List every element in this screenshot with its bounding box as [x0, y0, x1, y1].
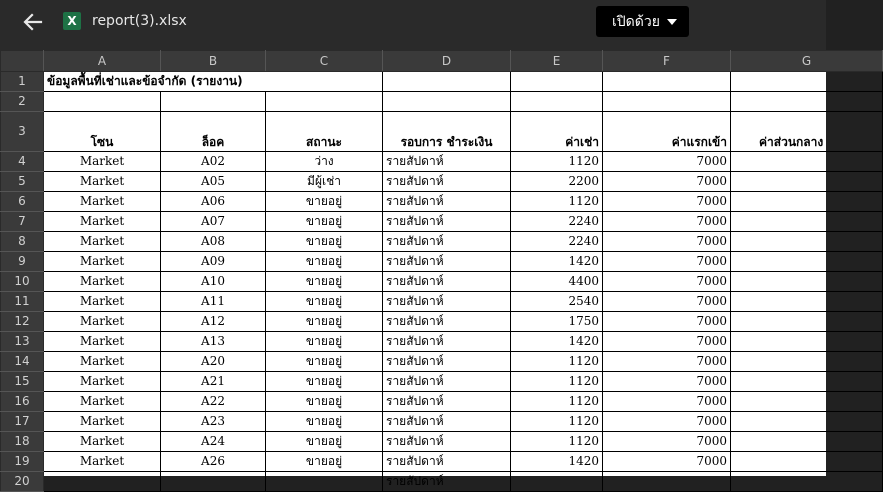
cell-payment-cycle[interactable]: รายสัปดาห์ — [383, 352, 511, 372]
cell-share[interactable] — [731, 432, 883, 452]
cell-share[interactable] — [731, 252, 883, 272]
table-row — [1, 92, 883, 112]
table-row — [1, 372, 883, 392]
cell-rent[interactable]: 1120 — [511, 152, 603, 172]
cell-payment-cycle[interactable]: รายสัปดาห์ — [383, 432, 511, 452]
cell[interactable] — [603, 92, 731, 112]
cell-zone[interactable]: Market — [44, 372, 161, 392]
cell-share[interactable] — [731, 372, 883, 392]
column-header[interactable]: G — [731, 51, 883, 72]
table-row — [1, 392, 883, 412]
cell-zone[interactable]: Market — [44, 412, 161, 432]
cell-share[interactable] — [731, 392, 883, 412]
cell-lock[interactable]: A23 — [161, 412, 266, 432]
cell-rent[interactable]: 1120 — [511, 412, 603, 432]
cell-payment-cycle[interactable]: รายสัปดาห์ — [383, 172, 511, 192]
cell-status[interactable]: ขายอยู่ — [266, 292, 383, 312]
table-row — [1, 412, 883, 432]
cell-entry-fee[interactable]: 7000 — [603, 452, 731, 472]
cell[interactable] — [383, 92, 511, 112]
cell-status[interactable]: ขายอยู่ — [266, 352, 383, 372]
header-zone[interactable]: โซน — [44, 112, 161, 152]
cell-share[interactable] — [731, 452, 883, 472]
header-entry-fee[interactable]: ค่าแรกเข้า — [603, 112, 731, 152]
cell-rent[interactable]: 1120 — [511, 372, 603, 392]
row-header[interactable]: 10 — [1, 272, 44, 292]
cell-payment-cycle[interactable]: รายสัปดาห์ — [383, 372, 511, 392]
cell-lock[interactable]: A26 — [161, 452, 266, 472]
cell[interactable] — [383, 72, 511, 92]
cell-rent[interactable]: 1120 — [511, 432, 603, 452]
cell[interactable] — [266, 92, 383, 112]
cell-lock[interactable]: A08 — [161, 232, 266, 252]
cell-rent[interactable]: 2240 — [511, 212, 603, 232]
row-header[interactable]: 17 — [1, 412, 44, 432]
cell-status[interactable]: ขายอยู่ — [266, 452, 383, 472]
cell-status[interactable]: ขายอยู่ — [266, 412, 383, 432]
cell-lock[interactable]: A12 — [161, 312, 266, 332]
table-row — [1, 432, 883, 452]
cell-zone[interactable]: Market — [44, 292, 161, 312]
cell-share[interactable] — [731, 412, 883, 432]
table-row — [1, 292, 883, 312]
cell-status[interactable]: ขายอยู่ — [266, 232, 383, 252]
table-row — [1, 192, 883, 212]
cell-status[interactable]: ขายอยู่ — [266, 332, 383, 352]
row-header[interactable]: 13 — [1, 332, 44, 352]
cell-status[interactable] — [266, 472, 383, 492]
cell-rent[interactable]: 1120 — [511, 352, 603, 372]
cell-rent[interactable]: 1120 — [511, 392, 603, 412]
cell-zone[interactable]: Market — [44, 392, 161, 412]
column-header[interactable]: D — [383, 51, 511, 72]
cell-entry-fee[interactable] — [603, 472, 731, 492]
cell-status[interactable]: ขายอยู่ — [266, 392, 383, 412]
cell-status[interactable]: ขายอยู่ — [266, 212, 383, 232]
cell-rent[interactable]: 4400 — [511, 272, 603, 292]
cell-status[interactable]: ขายอยู่ — [266, 272, 383, 292]
cell-entry-fee[interactable]: 7000 — [603, 252, 731, 272]
cell-lock[interactable]: A24 — [161, 432, 266, 452]
row-header[interactable]: 15 — [1, 372, 44, 392]
table-row — [1, 352, 883, 372]
cell[interactable] — [44, 92, 161, 112]
table-row — [1, 172, 883, 192]
cell-zone[interactable]: Market — [44, 332, 161, 352]
row-header[interactable]: 16 — [1, 392, 44, 412]
open-with-button[interactable] — [596, 6, 689, 37]
cell-payment-cycle[interactable]: รายสัปดาห์ — [383, 252, 511, 272]
cell-zone[interactable]: Market — [44, 252, 161, 272]
cell-share[interactable] — [731, 272, 883, 292]
cell-share[interactable] — [731, 292, 883, 312]
cell-share[interactable] — [731, 472, 883, 492]
cell[interactable] — [603, 72, 731, 92]
column-header[interactable]: F — [603, 51, 731, 72]
cell-payment-cycle[interactable]: รายสัปดาห์ — [383, 332, 511, 352]
cell-rent[interactable]: 2240 — [511, 232, 603, 252]
cell-lock[interactable]: A10 — [161, 272, 266, 292]
cell-status[interactable]: ขายอยู่ — [266, 432, 383, 452]
column-header-row — [1, 51, 883, 72]
cell-zone[interactable]: Market — [44, 432, 161, 452]
cell-share[interactable] — [731, 332, 883, 352]
cell-payment-cycle[interactable]: รายสัปดาห์ — [383, 232, 511, 252]
cell-share[interactable] — [731, 192, 883, 212]
cell-share[interactable] — [731, 352, 883, 372]
row-header[interactable]: 8 — [1, 232, 44, 252]
cell[interactable] — [731, 92, 883, 112]
cell-rent[interactable]: 1750 — [511, 312, 603, 332]
cell-zone[interactable]: Market — [44, 212, 161, 232]
table-row — [1, 452, 883, 472]
cell-status[interactable]: ว่าง — [266, 152, 383, 172]
cell-payment-cycle[interactable]: รายสัปดาห์ — [383, 412, 511, 432]
file-name: report(3).xlsx — [92, 13, 187, 29]
cell-rent[interactable]: 1420 — [511, 252, 603, 272]
cell-payment-cycle[interactable]: รายสัปดาห์ — [383, 272, 511, 292]
cell-rent[interactable] — [511, 472, 603, 492]
cell[interactable] — [161, 92, 266, 112]
cell-payment-cycle[interactable]: รายสัปดาห์ — [383, 312, 511, 332]
cell-entry-fee[interactable]: 7000 — [603, 152, 731, 172]
open-with-label: เปิดด้วย — [612, 13, 660, 30]
cell-zone[interactable]: Market — [44, 232, 161, 252]
cell-payment-cycle[interactable]: รายสัปดาห์ — [383, 192, 511, 212]
cell-entry-fee[interactable]: 7000 — [603, 212, 731, 232]
table-row — [1, 72, 883, 92]
cell-share[interactable] — [731, 312, 883, 332]
header-status[interactable]: สถานะ — [266, 112, 383, 152]
cell-lock[interactable]: A11 — [161, 292, 266, 312]
cell[interactable] — [511, 92, 603, 112]
cell-zone[interactable]: Market — [44, 192, 161, 212]
row-header[interactable]: 19 — [1, 452, 44, 472]
cell-entry-fee[interactable]: 7000 — [603, 372, 731, 392]
cell-share[interactable] — [731, 212, 883, 232]
column-header[interactable]: E — [511, 51, 603, 72]
header-share[interactable]: ค่าส่วนกลาง — [731, 112, 883, 152]
table-row — [1, 212, 883, 232]
cell-entry-fee[interactable]: 7000 — [603, 392, 731, 412]
cell-entry-fee[interactable]: 7000 — [603, 192, 731, 212]
cell-status[interactable]: ขายอยู่ — [266, 312, 383, 332]
cell-status[interactable]: ขายอยู่ — [266, 372, 383, 392]
cell-entry-fee[interactable]: 7000 — [603, 292, 731, 312]
cell-zone[interactable]: Market — [44, 312, 161, 332]
cell-lock[interactable]: A09 — [161, 252, 266, 272]
cell-lock[interactable]: A22 — [161, 392, 266, 412]
table-row — [1, 472, 883, 492]
cell-rent[interactable]: 1420 — [511, 332, 603, 352]
table-row — [1, 152, 883, 172]
cell-share[interactable] — [731, 172, 883, 192]
cell-payment-cycle[interactable]: รายสัปดาห์ — [383, 152, 511, 172]
header-payment-cycle[interactable]: รอบการ ชำระเงิน — [383, 112, 511, 152]
select-all-corner[interactable] — [1, 51, 44, 72]
row-header[interactable]: 12 — [1, 312, 44, 332]
cell-zone[interactable]: Market — [44, 352, 161, 372]
cell-rent[interactable]: 2200 — [511, 172, 603, 192]
cell-entry-fee[interactable]: 7000 — [603, 332, 731, 352]
table-row — [1, 332, 883, 352]
row-header[interactable]: 6 — [1, 192, 44, 212]
arrow-left-icon[interactable] — [20, 9, 46, 35]
cell-entry-fee[interactable]: 7000 — [603, 412, 731, 432]
column-header[interactable]: A — [44, 51, 161, 72]
cell-share[interactable] — [731, 152, 883, 172]
cell-entry-fee[interactable]: 7000 — [603, 312, 731, 332]
cell-entry-fee[interactable]: 7000 — [603, 272, 731, 292]
row-header[interactable]: 1 — [1, 72, 44, 92]
row-header[interactable]: 7 — [1, 212, 44, 232]
header-row — [1, 112, 883, 152]
cell-payment-cycle[interactable]: รายสัปดาห์ — [383, 392, 511, 412]
cell-payment-cycle[interactable]: รายสัปดาห์ — [383, 292, 511, 312]
cell-rent[interactable]: 1120 — [511, 192, 603, 212]
header-lock[interactable]: ล็อค — [161, 112, 266, 152]
row-header[interactable]: 14 — [1, 352, 44, 372]
row-header[interactable]: 2 — [1, 92, 44, 112]
table-row — [1, 272, 883, 292]
cell-lock[interactable] — [161, 472, 266, 492]
cell-payment-cycle[interactable]: รายสัปดาห์ — [383, 452, 511, 472]
row-header[interactable]: 9 — [1, 252, 44, 272]
table-row — [1, 232, 883, 252]
caret-down-icon[interactable] — [667, 19, 677, 25]
cell-status[interactable]: ขายอยู่ — [266, 252, 383, 272]
cell-lock[interactable]: A21 — [161, 372, 266, 392]
cell-lock[interactable]: A07 — [161, 212, 266, 232]
cell-status[interactable]: ขายอยู่ — [266, 192, 383, 212]
row-header[interactable]: 5 — [1, 172, 44, 192]
cell-lock[interactable]: A13 — [161, 332, 266, 352]
cell[interactable] — [731, 72, 883, 92]
cell-entry-fee[interactable]: 7000 — [603, 352, 731, 372]
cell-lock[interactable]: A05 — [161, 172, 266, 192]
sheet-title-cell[interactable]: ข้อมูลพื้นที่เช่าและข้อจำกัด (รายงาน) — [44, 72, 383, 92]
excel-icon: X — [63, 12, 81, 30]
cell-entry-fee[interactable]: 7000 — [603, 432, 731, 452]
cell-lock[interactable]: A20 — [161, 352, 266, 372]
cell-rent[interactable]: 2540 — [511, 292, 603, 312]
header-rent[interactable]: ค่าเช่า — [511, 112, 603, 152]
cell-zone[interactable]: Market — [44, 452, 161, 472]
cell[interactable] — [511, 72, 603, 92]
row-header[interactable]: 4 — [1, 152, 44, 172]
cell-zone[interactable]: Market — [44, 152, 161, 172]
table-row — [1, 312, 883, 332]
cell-rent[interactable]: 1420 — [511, 452, 603, 472]
column-header[interactable]: C — [266, 51, 383, 72]
cell-share[interactable] — [731, 232, 883, 252]
cell-zone[interactable]: Market — [44, 172, 161, 192]
row-header[interactable]: 18 — [1, 432, 44, 452]
top-bar — [0, 0, 826, 50]
cell-lock[interactable]: A06 — [161, 192, 266, 212]
row-header[interactable]: 11 — [1, 292, 44, 312]
column-header[interactable]: B — [161, 51, 266, 72]
cell-entry-fee[interactable]: 7000 — [603, 172, 731, 192]
cell-payment-cycle[interactable]: รายสัปดาห์ — [383, 212, 511, 232]
spreadsheet-grid[interactable] — [0, 50, 826, 488]
cell-entry-fee[interactable]: 7000 — [603, 232, 731, 252]
row-header[interactable]: 20 — [1, 472, 44, 492]
cell-zone[interactable]: Market — [44, 272, 161, 292]
row-header[interactable]: 3 — [1, 112, 44, 152]
cell-payment-cycle[interactable]: รายสัปดาห์ — [383, 472, 511, 492]
cell-lock[interactable]: A02 — [161, 152, 266, 172]
cell-status[interactable]: มีผู้เช่า — [266, 172, 383, 192]
table-row — [1, 252, 883, 272]
cell-zone[interactable] — [44, 472, 161, 492]
